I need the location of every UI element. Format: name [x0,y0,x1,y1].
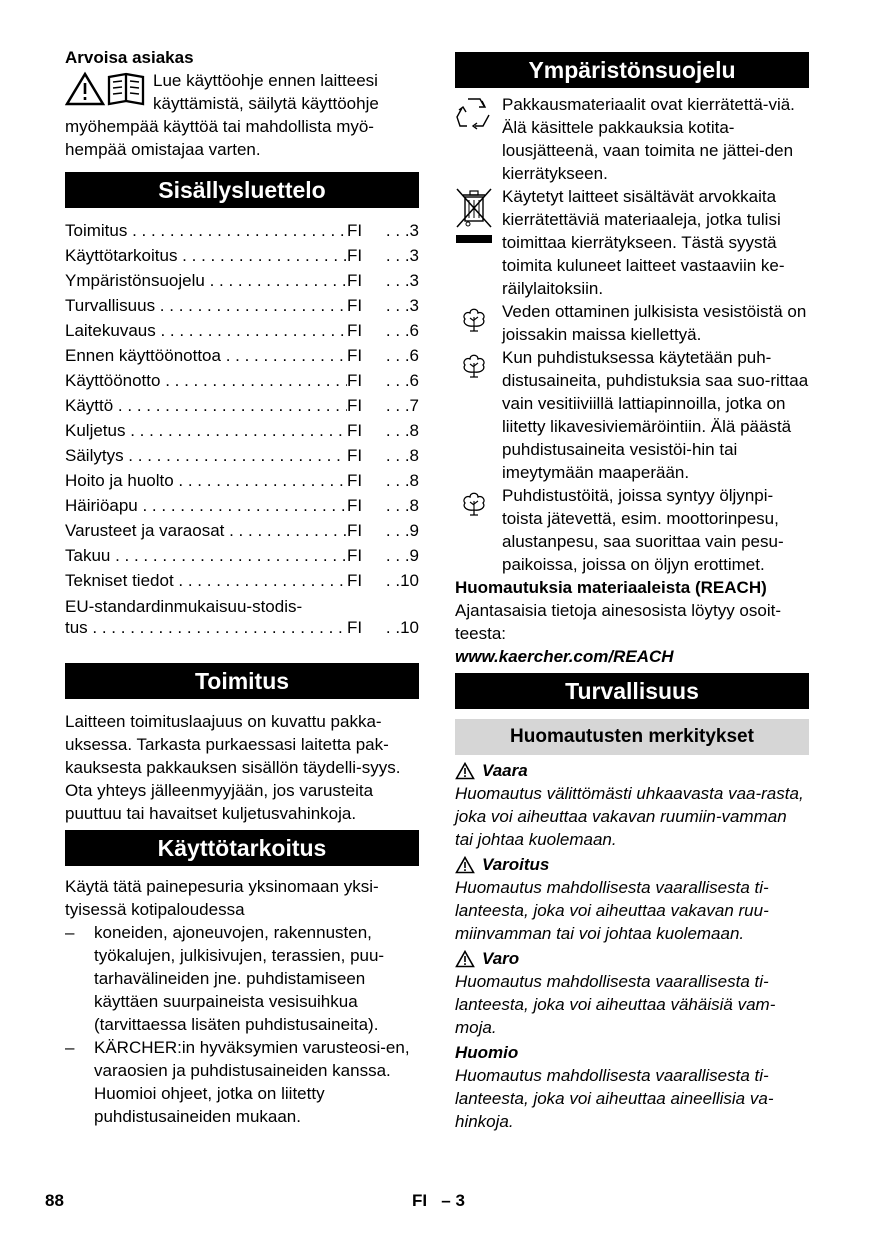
toc-item[interactable] [65,368,419,393]
note-label: Huomio [455,1043,519,1062]
tree-icon [455,348,489,384]
warning-manual-icon [65,71,149,107]
environment-item-tree [455,346,809,484]
toc-item[interactable] [65,518,419,543]
environment-item-recycle [455,93,809,185]
toc-item-last-page: . .10 [385,618,419,637]
delivery-heading: Toimitus [65,663,419,699]
note-text: Huomautus mahdollisesta vaarallisesta ti-lanteesta, joka voi aiheuttaa aineellisia va-hinkoja. [455,1066,774,1131]
intro-heading: Arvoisa asiakas [65,48,194,67]
toc-item[interactable] [65,393,419,418]
toc-item-lang: FI [347,571,363,590]
intro-section [65,46,419,161]
toc-item-last[interactable] [65,596,419,638]
toc-item-lang: FI [347,546,363,565]
warning-icon [455,950,475,968]
toc-item-last-line1: EU-standardinmukaisuu-stodis- [65,597,303,616]
warning-icon [455,762,475,780]
toc-item-page: . . .8 [385,471,419,490]
left-column [65,46,419,1128]
toc-heading: Sisällysluettelo [65,172,419,208]
toc-item-lang: FI [347,521,363,540]
toc-item-last-line2: tus . . . [65,617,347,638]
toc-item-title: Käyttö . . . [65,393,347,418]
toc-item-title: Ennen käyttöönottoa . . . [65,343,347,368]
toc-item-page: . . .9 [385,546,419,565]
toc-item-last-lang: FI [347,618,363,637]
purpose-list [65,921,419,1128]
toc-item-title: Turvallisuus . . . [65,293,347,318]
toc-item[interactable] [65,443,419,468]
toc-item-lang: FI [347,271,363,290]
safety-subheading: Huomautusten merkitykset [455,719,809,755]
note-heading [455,853,809,876]
note-heading [455,759,809,782]
toc-item-page: . . .9 [385,521,419,540]
reach-text: Ajantasaisia tietoja ainesosista löytyy osoit-teesta: [455,601,781,643]
toc-item-page: . . .3 [385,296,419,315]
toc-item[interactable] [65,318,419,343]
toc-item[interactable] [65,493,419,518]
toc-item-page: . . .8 [385,446,419,465]
intro-icons [65,71,149,107]
environment-text: Käytetyt laitteet sisältävät arvokkaita kierrätettäviä materiaaleja, jotka tulisi toimittaa kierrätykseen. Tästä syystä toimita kuluneet laitteet vastaaviin ke-räilylaitoksiin. [502,187,785,298]
tree-icon [455,302,489,338]
toc-item-page: . . .3 [385,271,419,290]
environment-list [455,93,809,576]
toc-item[interactable] [65,343,419,368]
environment-item-tree [455,300,809,346]
note-label: Varoitus [482,855,550,874]
note-label: Vaara [482,761,528,780]
note-text: Huomautus välittömästi uhkaavasta vaa-rasta, joka voi aiheuttaa vakavan ruumiin-vamman tai johtaa kuolemaan. [455,784,804,849]
toc-item-title: Toimitus . . . [65,218,347,243]
environment-item-bin [455,185,809,300]
toc-item[interactable] [65,218,419,243]
toc-item-page: . . .8 [385,496,419,515]
toc-item-title: Varusteet ja varaosat . . . [65,518,347,543]
environment-text: Puhdistustöitä, joissa syntyy öljynpi-toista jätevettä, esim. moottorinpesu, alustanpesu, saa suorittaa vain pesu-paikoissa, joissa on öljyn erottimet. [502,486,784,574]
intro-rest: myöhempää käyttöä tai mahdollista myö-hempää omistajaa varten. [65,117,374,159]
toc-item-lang: FI [347,471,363,490]
toc-item-page: . . .6 [385,321,419,340]
toc-item-page: . . .6 [385,371,419,390]
note-text: Huomautus mahdollisesta vaarallisesta ti-lanteesta, joka voi aiheuttaa vakavan ruu-miinvamman tai voi johtaa kuolemaan. [455,878,769,943]
toc-item[interactable] [65,243,419,268]
note-label: Varo [482,949,520,968]
environment-item-tree [455,484,809,576]
warning-icon [455,856,475,874]
purpose-intro: Käytä tätä painepesuria yksinomaan yksi-tyisessä kotipaloudessa [65,877,379,919]
toc-item-lang: FI [347,346,363,365]
toc-item-page: . . .7 [385,396,419,415]
toc-item[interactable] [65,468,419,493]
toc-item-lang: FI [347,496,363,515]
toc-item[interactable] [65,268,419,293]
toc-item-page: . . .8 [385,421,419,440]
purpose-list-item: – KÄRCHER:in hyväksymien varusteosi-en, varaosien ja puhdistusaineiden kanssa. Huomioi ohjeet, jotka on liitetty puhdistusaineiden mukaan. [65,1036,419,1128]
toc-item[interactable] [65,543,419,568]
toc-item[interactable] [65,568,419,593]
toc-item-lang: FI [347,321,363,340]
table-of-contents [65,218,419,638]
footer-lang-page: FI – 3 [412,1191,465,1210]
toc-item-title: Tekniset tiedot . . . [65,568,347,593]
crossed-bin-icon [455,187,493,255]
toc-item-title: Käyttöönotto . . . [65,368,347,393]
purpose-heading: Käyttötarkoitus [65,830,419,866]
toc-item-page: . . .3 [385,221,419,240]
intro-line-1: Lue käyttöohje ennen laitteesi [153,71,378,90]
intro-line-2: käyttämistä, säilytä käyttöohje [153,94,379,113]
note-heading [455,1041,809,1064]
note-text: Huomautus mahdollisesta vaarallisesta ti-lanteesta, joka voi aiheuttaa vähäisiä vam-moja. [455,972,776,1037]
page-number: 88 [45,1191,64,1210]
toc-item-lang: FI [347,446,363,465]
environment-text: Pakkausmateriaalit ovat kierrätettä-viä. Älä käsittele pakkauksia kotita-lousjätteenä, vaan toimita ne jättei-den kierrätykseen. [502,95,795,183]
toc-item-title: Ympäristönsuojelu . . . [65,268,347,293]
safety-notes [455,759,809,1133]
reach-heading: Huomautuksia materiaaleista (REACH) [455,578,767,597]
safety-heading: Turvallisuus [455,673,809,709]
toc-item-lang: FI [347,246,363,265]
toc-item-lang: FI [347,421,363,440]
purpose-list-item: – koneiden, ajoneuvojen, rakennusten, työkalujen, julkisivujen, terassien, puu-tarhavälineiden jne. puhdistamiseen käyttäen suurpaineista vesisuihkua (tarvittaessa lisäten puhdistusaineita). [65,921,419,1036]
delivery-paragraph-2: Ota yhteys jälleenmyyjään, jos varusteita puuttuu tai havaitset kuljetusvahinkoja. [65,781,374,823]
toc-item-title: Käyttötarkoitus . . . [65,243,347,268]
delivery-paragraph-1: Laitteen toimituslaajuus on kuvattu pakka-uksessa. Tarkasta purkaessasi laitetta pak-kauksesta pakkauksen sisällön täydelli-syys. [65,712,401,777]
environment-text: Veden ottaminen julkisista vesistöistä on joissakin maissa kiellettyä. [502,302,807,344]
toc-item-lang: FI [347,296,363,315]
toc-item-page: . .10 [385,571,419,590]
toc-item[interactable] [65,418,419,443]
environment-heading: Ympäristönsuojelu [455,52,809,88]
toc-item-page: . . .3 [385,246,419,265]
toc-item-title: Laitekuvaus . . . [65,318,347,343]
reach-url[interactable]: www.kaercher.com/REACH [455,647,674,666]
toc-item-lang: FI [347,221,363,240]
toc-item-lang: FI [347,396,363,415]
toc-item-title: Häiriöapu . . . [65,493,347,518]
recycle-icon [455,95,493,141]
toc-item-title: Hoito ja huolto . . . [65,468,347,493]
toc-item-lang: FI [347,371,363,390]
toc-item-title: Kuljetus . . . [65,418,347,443]
note-heading [455,947,809,970]
right-column [455,52,809,1133]
toc-item[interactable] [65,293,419,318]
toc-item-title: Takuu . . . [65,543,347,568]
tree-icon [455,486,489,522]
environment-text: Kun puhdistuksessa käytetään puh-distusaineita, puhdistuksia saa suo-rittaa vain vesitiiviillä lattiapinnoilla, jotka on liitetty likavesiviemäröintiin. Älä päästä puhdistusaineita vesistöi-hin tai imeytymään maaperään. [502,348,809,482]
toc-item-page: . . .6 [385,346,419,365]
toc-item-title: Säilytys . . . [65,443,347,468]
